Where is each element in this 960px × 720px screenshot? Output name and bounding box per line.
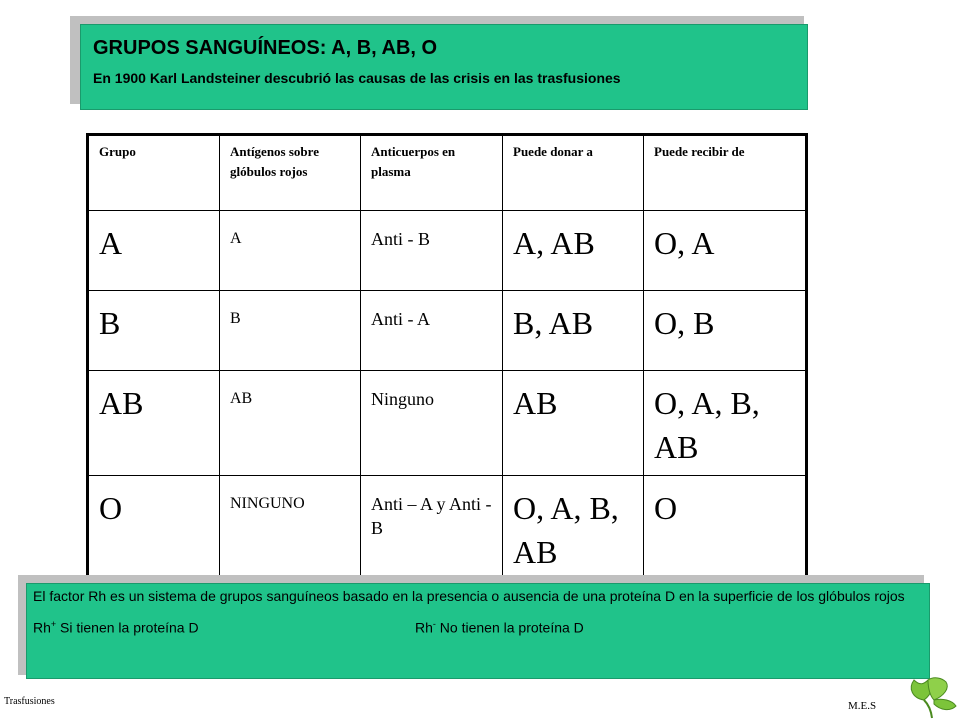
page-title: GRUPOS SANGUÍNEOS: A, B, AB, O [93, 37, 438, 59]
cell-recibir: O, A [644, 211, 807, 291]
column-header: Grupo [88, 135, 220, 211]
rh-positive: Rh+ Si tienen la proteína D [33, 619, 199, 636]
table-header-row [88, 135, 807, 211]
cell-donar: A, AB [503, 211, 644, 291]
rh-info-box [26, 583, 930, 679]
cell-recibir: O, B [644, 291, 807, 371]
cell-recibir: O, A, B, AB [644, 371, 807, 476]
cell-donar: AB [503, 371, 644, 476]
cell-recibir: O [644, 476, 807, 582]
cell-grupo: O [88, 476, 220, 582]
footer-left-label: Trasfusiones [4, 696, 55, 707]
cell-anticuerpos: Anti - A [361, 291, 503, 371]
table-row [88, 371, 807, 476]
title-box [80, 24, 808, 110]
cell-antigenos: AB [220, 371, 361, 476]
table-row [88, 291, 807, 371]
cell-antigenos: NINGUNO [220, 476, 361, 582]
rh-negative: Rh- No tienen la proteína D [415, 619, 584, 636]
column-header: Antígenos sobre glóbulos rojos [220, 135, 361, 211]
cell-donar: B, AB [503, 291, 644, 371]
rh-types-row [33, 615, 923, 637]
cell-anticuerpos: Anti - B [361, 211, 503, 291]
cell-donar: O, A, B, AB [503, 476, 644, 582]
column-header: Puede donar a [503, 135, 644, 211]
ginkgo-leaf-icon [904, 676, 960, 720]
cell-grupo: B [88, 291, 220, 371]
rh-description: El factor Rh es un sistema de grupos sanguíneos basado en la presencia o ausencia de una proteína D en la superficie de los glóbulos rojos [33, 588, 905, 604]
cell-grupo: A [88, 211, 220, 291]
column-header: Anticuerpos en plasma [361, 135, 503, 211]
cell-grupo: AB [88, 371, 220, 476]
page-subtitle: En 1900 Karl Landsteiner descubrió las causas de las crisis en las trasfusiones [93, 70, 621, 86]
cell-anticuerpos: Anti – A y Anti - B [361, 476, 503, 582]
cell-anticuerpos: Ninguno [361, 371, 503, 476]
cell-antigenos: A [220, 211, 361, 291]
blood-groups-table [86, 133, 808, 583]
table-row [88, 476, 807, 582]
footer-right-label: M.E.S [848, 700, 877, 712]
cell-antigenos: B [220, 291, 361, 371]
table-row [88, 211, 807, 291]
column-header: Puede recibir de [644, 135, 807, 211]
